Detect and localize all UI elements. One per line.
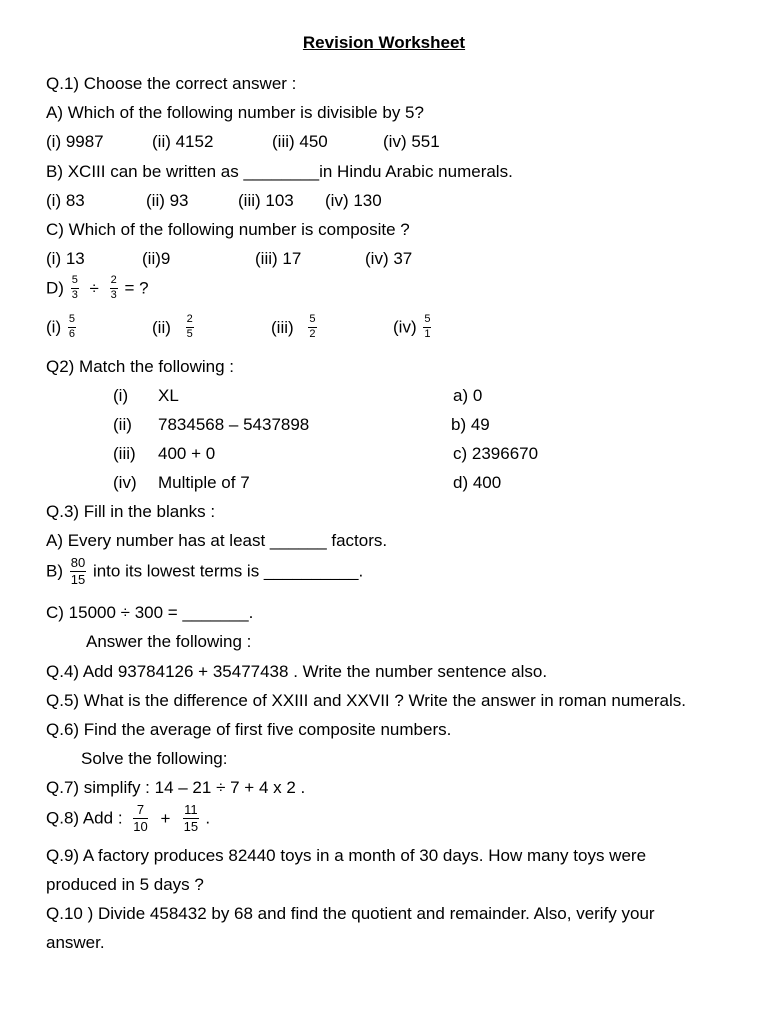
q1a-question: A) Which of the following number is divisible by 5? [46, 103, 424, 122]
match-left: 400 + 0 [158, 444, 216, 463]
option-label: (i) [46, 317, 62, 337]
match-num: (iv) [113, 473, 137, 492]
option: (iv) 130 [325, 191, 382, 210]
match-num: (i) [113, 386, 129, 405]
option: (iii) 450 [272, 132, 328, 151]
match-right: b) 49 [451, 415, 490, 434]
numerator: 5 [68, 314, 76, 328]
option: (ii)9 [142, 249, 171, 268]
numerator: 11 [184, 802, 198, 817]
fraction [186, 314, 194, 340]
match-num: (ii) [113, 415, 132, 434]
numerator: 80 [70, 555, 86, 570]
fraction [71, 275, 79, 301]
denominator: 2 [309, 327, 316, 340]
match-left: 7834568 – 5437898 [158, 415, 310, 434]
numerator: 7 [133, 803, 147, 819]
q1d-suffix: = ? [124, 278, 149, 298]
numerator: 2 [110, 275, 118, 289]
match-num: (iii) [113, 444, 136, 463]
option: (iii) 17 [255, 249, 302, 268]
option [393, 314, 433, 340]
fraction [308, 314, 316, 340]
denominator: 3 [110, 288, 117, 301]
q3b-suffix: into its lowest terms is __________. [92, 561, 364, 581]
denominator: 15 [70, 571, 86, 587]
fraction [68, 314, 76, 340]
fraction [423, 314, 431, 340]
q7-question: Q.7) simplify : 14 – 21 ÷ 7 + 4 x 2 . [46, 778, 306, 797]
fraction [110, 275, 118, 301]
q1d-prefix: D) [46, 278, 64, 298]
denominator: 6 [68, 327, 75, 340]
match-left: XL [158, 386, 179, 405]
q6-question: Q.6) Find the average of first five composite numbers. [46, 720, 452, 739]
denominator: 10 [133, 818, 148, 834]
option-label: (iv) [393, 317, 417, 337]
q1d-question [46, 275, 149, 301]
numerator: 5 [308, 314, 316, 328]
section-answer-heading: Answer the following : [86, 632, 252, 651]
numerator: 5 [423, 314, 431, 328]
option [152, 314, 196, 340]
q1c-question: C) Which of the following number is composite ? [46, 220, 410, 239]
worksheet-title: Revision Worksheet [302, 33, 466, 52]
option: (i) 9987 [46, 132, 104, 151]
section-solve-heading: Solve the following: [81, 749, 228, 768]
fraction [133, 803, 147, 833]
q8-prefix: Q.8) Add : [46, 808, 123, 828]
divide-sign: ÷ [89, 278, 99, 298]
q10-line2: answer. [46, 933, 105, 952]
q3a-question: A) Every number has at least ______ factors. [46, 531, 388, 550]
match-left: Multiple of 7 [158, 473, 250, 492]
option [271, 314, 319, 340]
fraction [70, 556, 86, 586]
q1-heading: Q.1) Choose the correct answer : [46, 74, 297, 93]
plus-sign: + [160, 808, 171, 828]
q3c-question: C) 15000 ÷ 300 = _______. [46, 603, 254, 622]
option: (iv) 37 [365, 249, 413, 268]
q8-question [46, 803, 210, 833]
match-right: a) 0 [453, 386, 483, 405]
numerator: 5 [71, 275, 79, 289]
option: (iii) 103 [238, 191, 294, 210]
option-label: (ii) [152, 317, 171, 337]
q3b-question [46, 556, 363, 586]
match-right: d) 400 [453, 473, 502, 492]
q3-heading: Q.3) Fill in the blanks : [46, 502, 216, 521]
q1b-question: B) XCIII can be written as ________in Hindu Arabic numerals. [46, 162, 513, 181]
option: (i) 83 [46, 191, 85, 210]
option [46, 314, 78, 340]
q8-suffix: . [205, 808, 211, 828]
option: (ii) 93 [146, 191, 189, 210]
denominator: 15 [183, 818, 199, 834]
match-right: c) 2396670 [453, 444, 539, 463]
option-label: (iii) [271, 317, 294, 337]
q3b-prefix: B) [46, 561, 63, 581]
numerator: 2 [186, 314, 194, 328]
denominator: 5 [186, 327, 193, 340]
q4-question: Q.4) Add 93784126 + 35477438 . Write the number sentence also. [46, 662, 548, 681]
option: (iv) 551 [383, 132, 440, 151]
fraction [183, 803, 199, 833]
q9-line1: Q.9) A factory produces 82440 toys in a month of 30 days. How many toys were [46, 846, 647, 865]
q5-question: Q.5) What is the difference of XXIII and XXVII ? Write the answer in roman numerals. [46, 691, 686, 710]
q9-line2: produced in 5 days ? [46, 875, 204, 894]
option: (ii) 4152 [152, 132, 214, 151]
option: (i) 13 [46, 249, 85, 268]
q10-line1: Q.10 ) Divide 458432 by 68 and find the quotient and remainder. Also, verify your [46, 904, 655, 923]
denominator: 3 [71, 288, 78, 301]
denominator: 1 [424, 327, 431, 340]
q2-heading: Q2) Match the following : [46, 357, 235, 376]
